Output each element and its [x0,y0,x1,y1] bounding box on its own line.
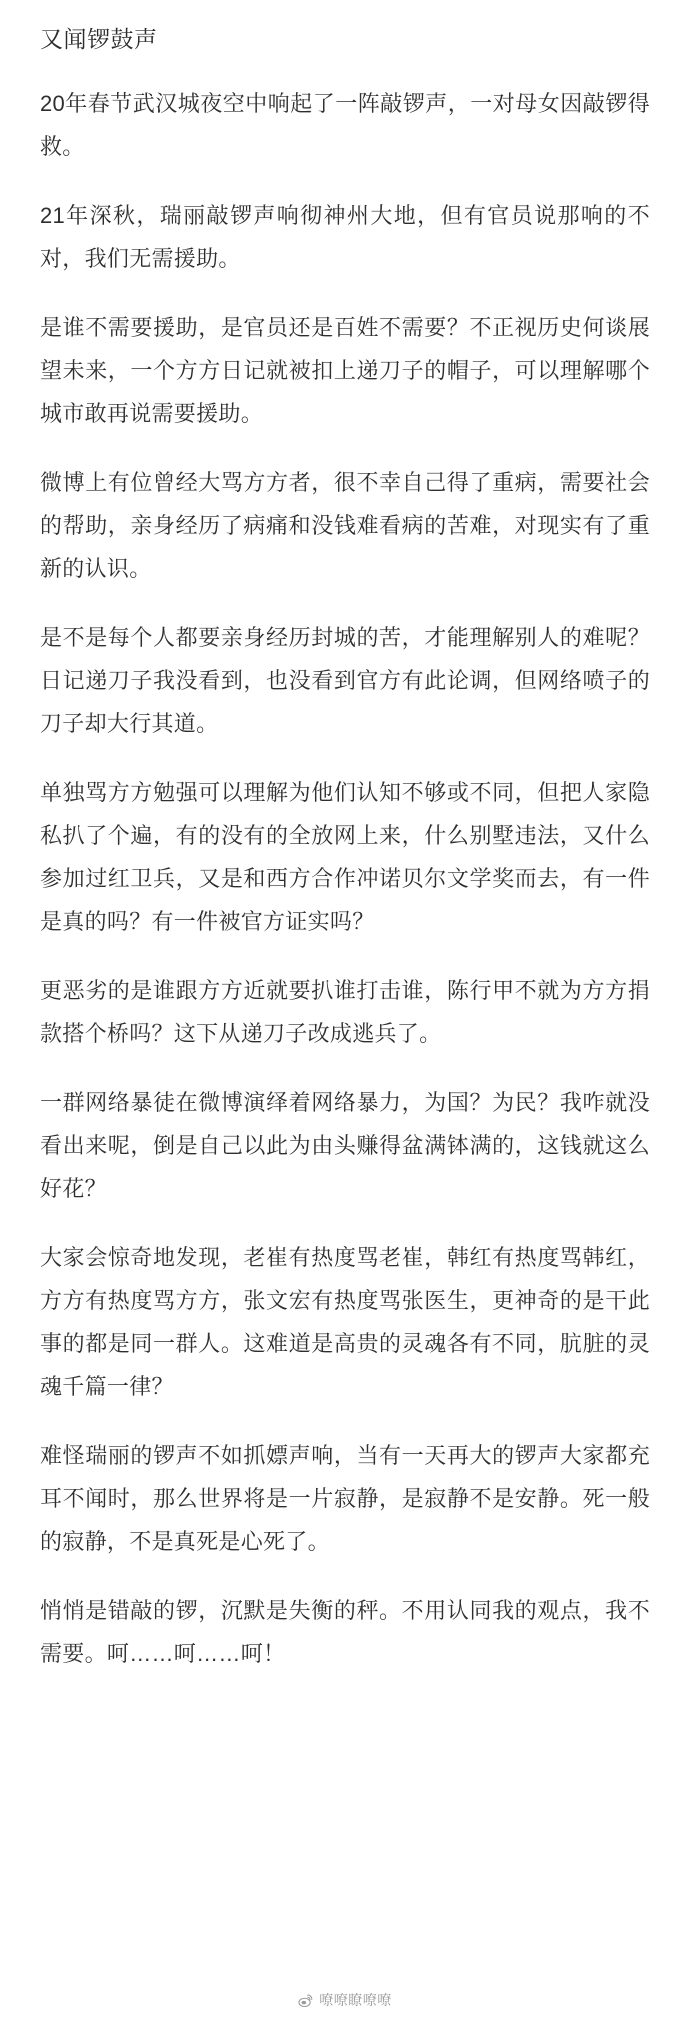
page-title: 又闻锣鼓声 [40,26,158,52]
weibo-icon [298,1993,313,2008]
paragraph: 微博上有位曾经大骂方方者，很不幸自己得了重病，需要社会的帮助，亲身经历了病痛和没钱难看病的苦难，对现实有了重新的认识。 [40,470,650,581]
paragraph: 20年春节武汉城夜空中响起了一阵敲锣声，一对母女因敲锣得救。 [40,91,650,159]
paragraph: 大家会惊奇地发现，老崔有热度骂老崔，韩红有热度骂韩红，方方有热度骂方方，张文宏有热度骂张医生，更神奇的是干此事的都是同一群人。这难道是高贵的灵魂各有不同，肮脏的灵魂千篇一律？ [40,1245,650,1399]
paragraph: 难怪瑞丽的锣声不如抓嫖声响，当有一天再大的锣声大家都充耳不闻时，那么世界将是一片寂静，是寂静不是安静。死一般的寂静，不是真死是心死了。 [40,1443,650,1554]
paragraph: 单独骂方方勉强可以理解为他们认知不够或不同，但把人家隐私扒了个遍，有的没有的全放网上来，什么别墅违法，又什么参加过红卫兵，又是和西方合作冲诺贝尔文学奖而去，有一件是真的吗？有一件被官方证实吗？ [40,780,650,934]
paragraph: 21年深秋，瑞丽敲锣声响彻神州大地，但有官员说那响的不对，我们无需援助。 [40,203,650,271]
paragraph: 是谁不需要援助，是官员还是百姓不需要？不正视历史何谈展望未来，一个方方日记就被扣上递刀子的帽子，可以理解哪个城市敢再说需要援助。 [40,315,650,426]
article-body [40,82,650,1675]
watermark-footer [0,1990,690,2010]
paragraph: 是不是每个人都要亲身经历封城的苦，才能理解别人的难呢？日记递刀子我没看到，也没看到官方有此论调，但网络喷子的刀子却大行其道。 [40,625,650,736]
paragraph: 悄悄是错敲的锣，沉默是失衡的秤。不用认同我的观点，我不需要。呵……呵……呵！ [40,1598,650,1666]
watermark-label: 嘹嘹瞭嘹嘹 [319,1992,392,2008]
paragraph: 更恶劣的是谁跟方方近就要扒谁打击谁，陈行甲不就为方方捐款搭个桥吗？这下从递刀子改成逃兵了。 [40,978,650,1046]
paragraph: 一群网络暴徒在微博演绎着网络暴力，为国？为民？我咋就没看出来呢，倒是自己以此为由头赚得盆满钵满的，这钱就这么好花？ [40,1090,650,1201]
